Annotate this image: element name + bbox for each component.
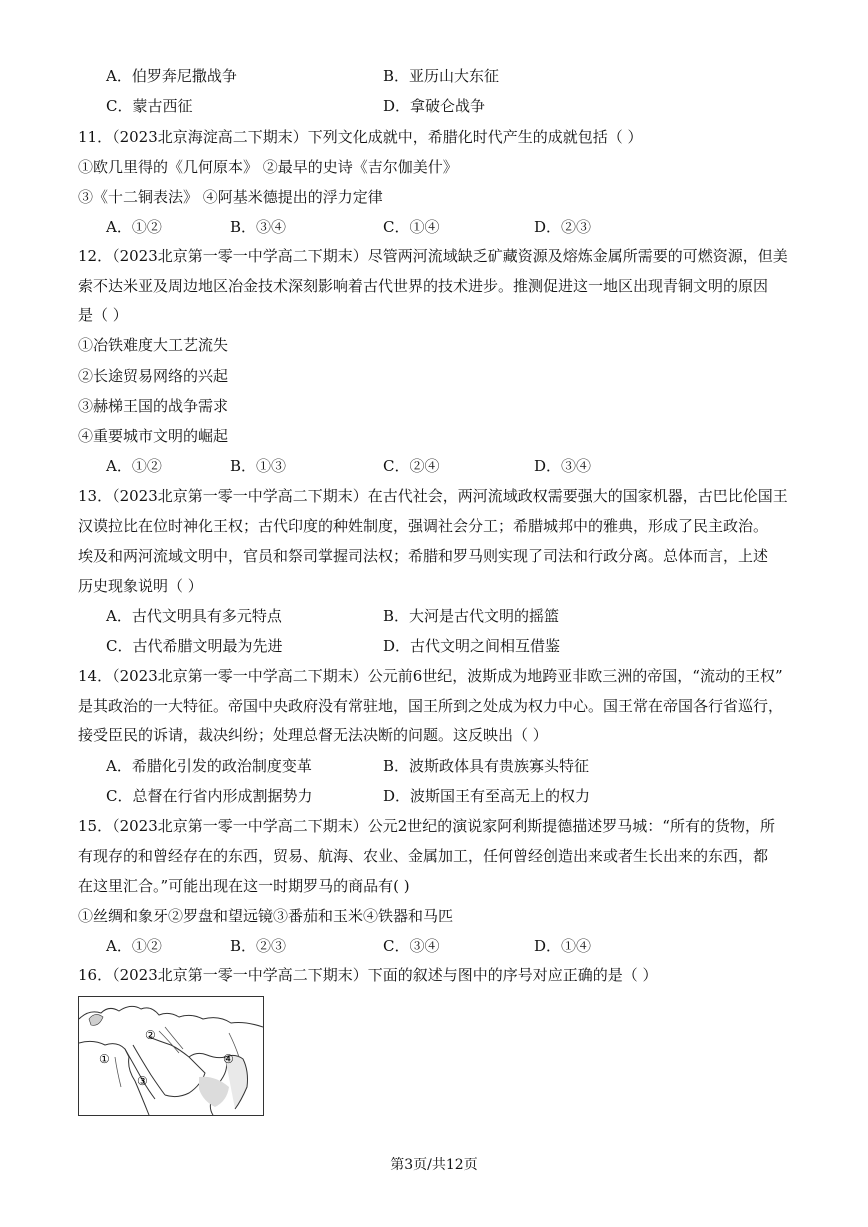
q15-option-a: A．①② <box>106 937 162 955</box>
q11-stem: 11．（2023北京海淀高二下期末）下列文化成就中，希腊化时代产生的成就包括（ ） <box>78 128 643 146</box>
q12-stem-line-3: 是（ ） <box>78 306 128 324</box>
q15-option-c: C．③④ <box>383 937 440 955</box>
q14-stem-line-2: 是其政治的一大特征。帝国中央政府没有常驻地，国王所到之处成为权力中心。国王常在帝国各行省巡行， <box>78 697 784 715</box>
q12-stem-line-2: 索不达米亚及周边地区冶金技术深刻影响着古代世界的技术进步。推测促进这一地区出现青铜文明的原因 <box>78 277 769 295</box>
q15-option-d: D．①④ <box>534 937 592 955</box>
q13-stem-line-1: 13．（2023北京第一零一中学高二下期末）在古代社会，两河流域政权需要强大的国家机器，古巴比伦国王 <box>78 487 788 505</box>
q12-stem-line-1: 12．（2023北京第一零一中学高二下期末）尽管两河流域缺乏矿藏资源及熔炼金属所需要的可燃资源，但美 <box>78 247 788 265</box>
q15-option-b: B．②③ <box>230 937 287 955</box>
q12-option-c: C．②④ <box>383 457 440 475</box>
q15-stem-line-1: 15．（2023北京第一零一中学高二下期末）公元2世纪的演说家阿利斯提德描述罗马城：“所有的货物，所 <box>78 817 775 835</box>
q10-option-c: C．蒙古西征 <box>106 97 193 115</box>
q12-item-3: ③赫梯王国的战争需求 <box>78 397 229 415</box>
q12-option-b: B．①③ <box>230 457 287 475</box>
q11-option-a: A．①② <box>106 218 162 236</box>
map-label-2: ② <box>145 1028 156 1042</box>
map-label-4: ④ <box>223 1052 234 1066</box>
q15-stem-line-2: 有现存的和曾经存在的东西，贸易、航海、农业、金属加工，任何曾经创造出来或者生长出来的东西，都 <box>78 847 769 865</box>
q13-option-c: C．古代希腊文明最为先进 <box>106 637 283 655</box>
q14-stem-line-3: 接受臣民的诉请，裁决纠纷；处理总督无法决断的问题。这反映出（ ） <box>78 726 548 744</box>
q11-option-b: B．③④ <box>230 218 287 236</box>
q10-option-d: D．拿破仑战争 <box>383 97 486 115</box>
q11-item-1: ①欧几里得的《几何原本》 ②最早的史诗《吉尔伽美什》 <box>78 158 458 176</box>
q12-option-a: A．①② <box>106 457 162 475</box>
q14-option-c: C．总督在行省内形成割据势力 <box>106 787 313 805</box>
q11-option-c: C．①④ <box>383 218 440 236</box>
q13-option-d: D．古代文明之间相互借鉴 <box>383 637 561 655</box>
q10-option-a: A．伯罗奔尼撒战争 <box>106 67 237 85</box>
map-label-3: ③ <box>137 1074 148 1088</box>
q14-option-d: D．波斯国王有至高无上的权力 <box>383 787 591 805</box>
q15-item-1: ①丝绸和象牙②罗盘和望远镜③番茄和玉米④铁器和马匹 <box>78 907 454 925</box>
q10-option-b: B．亚历山大东征 <box>383 67 500 85</box>
map-outline <box>79 997 263 1115</box>
map-label-1: ① <box>99 1052 110 1066</box>
q12-option-d: D．③④ <box>534 457 592 475</box>
q13-stem-line-2: 汉谟拉比在位时神化王权；古代印度的种姓制度，强调社会分工；希腊城邦中的雅典，形成了民主政治。 <box>78 517 769 535</box>
q13-stem-line-3: 埃及和两河流域文明中，官员和祭司掌握司法权；希腊和罗马则实现了司法和行政分离。总体而言，上述 <box>78 547 769 565</box>
q13-option-b: B．大河是古代文明的摇篮 <box>383 607 560 625</box>
q13-stem-line-4: 历史现象说明（ ） <box>78 577 203 595</box>
q13-option-a: A．古代文明具有多元特点 <box>106 607 282 625</box>
q14-stem-line-1: 14．（2023北京第一零一中学高二下期末）公元前6世纪，波斯成为地跨亚非欧三洲的帝国，“流动的王权” <box>78 667 783 685</box>
q12-item-1: ①冶铁难度大工艺流失 <box>78 336 229 354</box>
q14-option-b: B．波斯政体具有贵族寡头特征 <box>383 757 590 775</box>
q12-item-2: ②长途贸易网络的兴起 <box>78 367 229 385</box>
q11-item-2: ③《十二铜表法》 ④阿基米德提出的浮力定律 <box>78 188 383 206</box>
q14-option-a: A．希腊化引发的政治制度变革 <box>106 757 312 775</box>
q16-map <box>78 996 264 1116</box>
q15-stem-line-3: 在这里汇合。”可能出现在这一时期罗马的商品有( ) <box>78 877 410 895</box>
q12-item-4: ④重要城市文明的崛起 <box>78 427 229 445</box>
q11-option-d: D．②③ <box>534 218 592 236</box>
page-footer: 第3页/共12页 <box>390 1157 478 1173</box>
q16-stem: 16．（2023北京第一零一中学高二下期末）下面的叙述与图中的序号对应正确的是（ ） <box>78 966 658 984</box>
